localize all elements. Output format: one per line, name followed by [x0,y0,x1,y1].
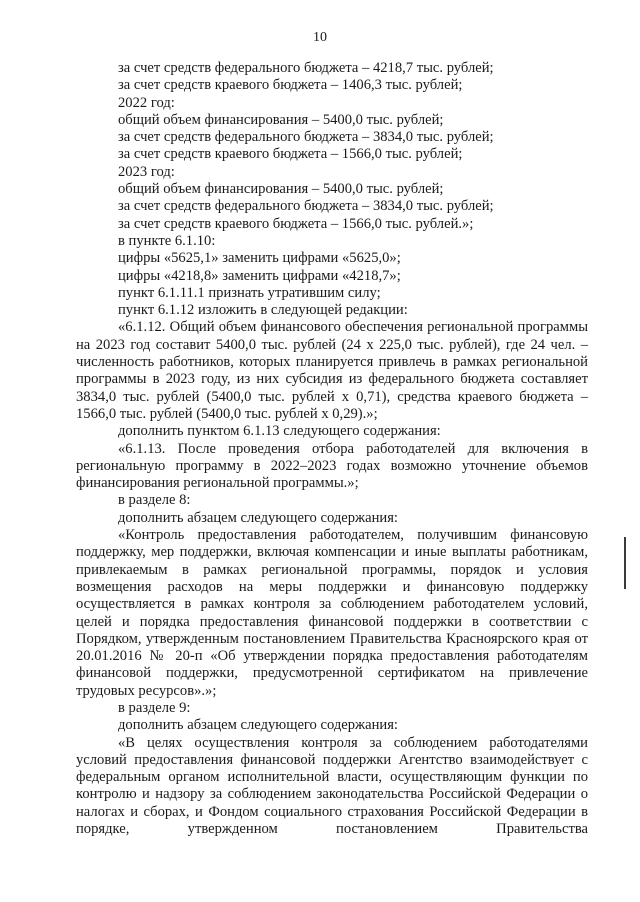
paragraph: дополнить абзацем следующего содержания: [118,509,398,526]
page-number: 10 [313,30,327,45]
paragraph: за счет средств краевого бюджета – 1566,0 тыс. рублей; [118,146,463,163]
paragraph: за счет средств федерального бюджета – 4218,7 тыс. рублей; [118,60,494,76]
paragraph: 2023 год: [118,163,175,180]
paragraph: в разделе 8: [118,492,191,509]
paragraph: за счет средств федерального бюджета – 3834,0 тыс. рублей; [118,129,494,146]
paragraph: в пункте 6.1.10: [118,232,216,249]
paragraph: за счет средств федерального бюджета – 3834,0 тыс. рублей; [118,198,494,215]
paragraph: дополнить пунктом 6.1.13 следующего содержания: [118,423,441,440]
quoted-paragraph: «Контроль предоставления работодателем, получившим финансовую поддержку, мер поддержки, включая компенсации и иные выплаты работникам, привлекаемым в рамках региональной программы, порядок и условия возмещения расходов на меры поддержки и финансовую поддержку осуществляется в рамках контроля за соблюдением работодателем условий, целей и порядка предоставления финансовой поддержки в соответствии с Порядком, утвержденным постановлением Правительства Красноярского края от 20.01.2016 № 20-п «Об утверждении порядка предоставления работодателям финансовой поддержки, предусмотренной сертификатом на привлечение трудовых ресурсов».»; [76,527,588,699]
paragraph: общий объем финансирования – 5400,0 тыс. рублей; [118,111,444,128]
quoted-paragraph: «6.1.12. Общий объем финансового обеспечения региональной программы на 2023 год составит 5400,0 тыс. рублей (24 х 225,0 тыс. рублей), где 24 чел. – численность работников, которых планируется привлечь в рамках региональной программы в 2023 году, из них субсидия из федерального бюджета составляет 3834,0 тыс. рублей (5400,0 тыс. рублей х 0,71), средства краевого бюджета – 1566,0 тыс. рублей (5400,0 тыс. рублей х 0,29).»; [76,319,588,422]
paragraph: дополнить абзацем следующего содержания: [118,717,398,734]
paragraph: за счет средств краевого бюджета – 1406,3 тыс. рублей; [118,77,463,94]
paragraph: цифры «5625,1» заменить цифрами «5625,0»; [118,250,401,267]
paragraph: в разделе 9: [118,699,191,716]
quoted-paragraph: «В целях осуществления контроля за соблюдением работодателями условий предоставления финансовой поддержки Агентство взаимодействует с федеральным органом исполнительной власти, осуществляющим функции по контролю и надзору за соблюдением законодательства Российской Федерации о налогах и сборах, и Фондом социального страхования Российской Федерации в порядке, утвержденном постановлением Правительства [76,734,588,838]
paragraph: цифры «4218,8» заменить цифрами «4218,7»; [118,267,401,284]
quoted-paragraph: «6.1.13. После проведения отбора работодателей для включения в региональную программу в 2022–2023 годах возможно уточнение объемов финансирования региональной программы.»; [76,440,588,492]
document-body [76,60,588,838]
paragraph: 2022 год: [118,94,175,111]
paragraph: пункт 6.1.11.1 признать утратившим силу; [118,284,381,301]
paragraph: пункт 6.1.12 изложить в следующей редакции: [118,302,408,319]
paragraph: за счет средств краевого бюджета – 1566,0 тыс. рублей.»; [118,215,474,232]
paragraph: общий объем финансирования – 5400,0 тыс. рублей; [118,181,444,198]
margin-mark [624,537,626,589]
